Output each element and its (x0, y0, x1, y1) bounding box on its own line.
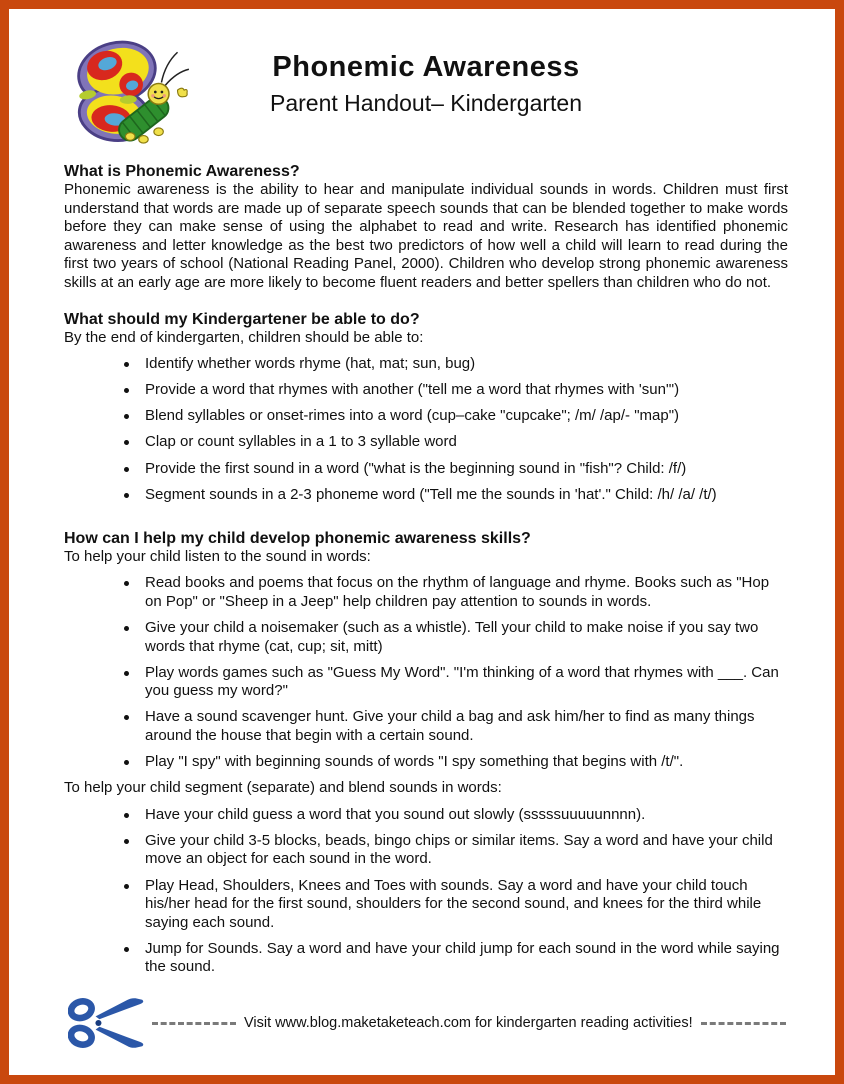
header (64, 37, 788, 145)
page-title: Phonemic Awareness (272, 51, 580, 83)
footer (64, 997, 788, 1049)
section-intro: To help your child listen to the sound in words: (64, 547, 371, 565)
bullet-item: Segment sounds in a 2-3 phoneme word ("Tell me the sounds in 'hat'." Child: /h/ /a/ /t/) (121, 486, 788, 505)
scissors-icon (68, 997, 146, 1049)
bullet-item: Play Head, Shoulders, Knees and Toes with sounds. Say a word and have your child touch his/her head for the first sound, shoulders for the second sound, and knees for the third while saying each sound. (121, 877, 788, 933)
section-what-is (64, 145, 788, 293)
page-subtitle: Parent Handout– Kindergarten (270, 90, 582, 116)
dashed-line-left (152, 1022, 236, 1025)
bullet-item: Blend syllables or onset-rimes into a word (cup–cake "cupcake"; /m/ /ap/- "map") (121, 407, 788, 426)
segment-activities-list (64, 806, 788, 977)
bullet-item: Give your child a noisemaker (such as a whistle). Tell your child to make noise if you say two words that rhyme (cat, cup; sit, mitt) (121, 619, 788, 656)
section-heading: What should my Kindergartener be able to do? (64, 310, 420, 328)
section-intro-segment: To help your child segment (separate) and blend sounds in words: (64, 779, 502, 797)
section-intro: By the end of kindergarten, children should be able to: (64, 328, 424, 346)
bullet-item: Provide the first sound in a word ("what is the beginning sound in "fish"? Child: /f/) (121, 460, 788, 479)
section-kindergartener (64, 293, 788, 512)
bullet-item: Play words games such as "Guess My Word". "I'm thinking of a word that rhymes with ___. Can you guess my word?" (121, 664, 788, 701)
section-paragraph: Phonemic awareness is the ability to hear and manipulate individual sounds in words. Children must first understand that words are made up of separate speech sounds that can be blended together to make words before they can make sense of using the alphabet to read and write. Research has identified phonemic awareness and letter knowledge as the best two predictors of how well a child will learn to read during the first two years of school (National Reading Panel, 2000). Children who develop strong phonemic awareness skills at an early age are more likely to become fluent readers and better spellers than children who do not. (64, 181, 788, 291)
bullet-item: Provide a word that rhymes with another ("tell me a word that rhymes with 'sun'") (121, 381, 788, 400)
listen-activities-list (64, 574, 788, 771)
section-heading: What is Phonemic Awareness? (64, 163, 300, 180)
butterfly-caterpillar-logo (70, 39, 198, 145)
section-heading: How can I help my child develop phonemic awareness skills? (64, 529, 531, 547)
footer-text: Visit www.blog.maketaketeach.com for kindergarten reading activities! (244, 1015, 693, 1031)
skills-list (64, 355, 788, 504)
bullet-item: Read books and poems that focus on the rhythm of language and rhyme. Books such as "Hop on Pop" or "Sheep in a Jeep" help children pay attention to sounds in words. (121, 574, 788, 611)
bullet-item: Have your child guess a word that you sound out slowly (sssssuuuuunnnn). (121, 806, 788, 825)
dashed-line-right (701, 1022, 786, 1025)
bullet-item: Give your child 3-5 blocks, beads, bingo chips or similar items. Say a word and have your child move an object for each sound in the word. (121, 832, 788, 869)
bullet-item: Jump for Sounds. Say a word and have your child jump for each sound in the word while saying the sound. (121, 940, 788, 977)
bullet-item: Identify whether words rhyme (hat, mat; sun, bug) (121, 355, 788, 374)
bullet-item: Play "I spy" with beginning sounds of words "I spy something that begins with /t/". (121, 753, 788, 772)
bullet-item: Clap or count syllables in a 1 to 3 syllable word (121, 433, 788, 452)
section-how-to-help (64, 512, 788, 985)
bullet-item: Have a sound scavenger hunt. Give your child a bag and ask him/her to find as many things around the house that begin with a certain sound. (121, 708, 788, 745)
